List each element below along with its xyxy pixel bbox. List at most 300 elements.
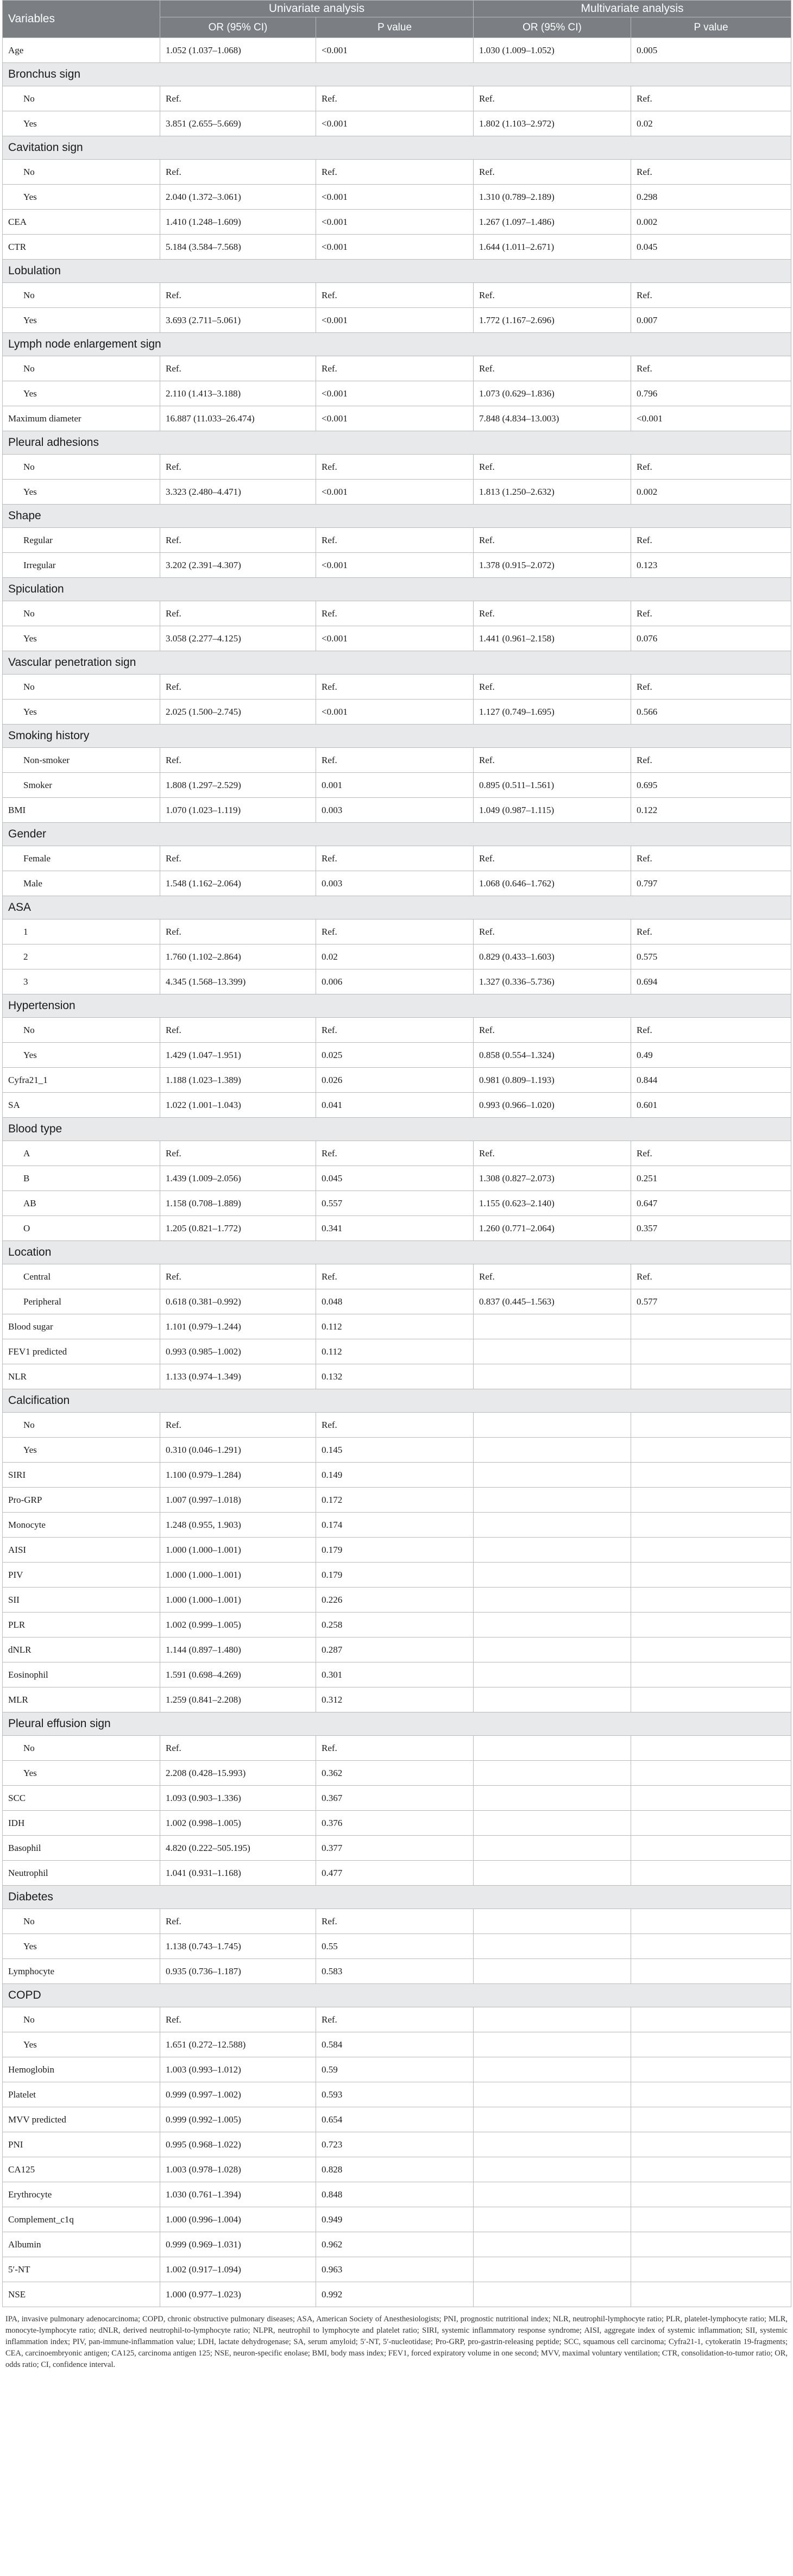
table-row	[3, 2082, 791, 2107]
univariate-or-cell: 1.100 (0.979–1.284)	[160, 1463, 316, 1488]
table-row	[3, 1093, 791, 1118]
univariate-or-cell: Ref.	[160, 2007, 316, 2032]
multivariate-p-cell	[631, 2107, 791, 2132]
multivariate-p-cell: Ref.	[631, 160, 791, 185]
univariate-or-cell: 1.000 (1.000–1.001)	[160, 1563, 316, 1588]
variable-cell: Peripheral	[3, 1289, 160, 1314]
univariate-p-cell: 0.003	[316, 871, 474, 896]
multivariate-or-cell	[474, 1513, 631, 1538]
multivariate-or-cell	[474, 1761, 631, 1786]
univariate-or-cell: 2.110 (1.413–3.188)	[160, 381, 316, 406]
table-row	[3, 700, 791, 725]
univariate-p-cell: 0.149	[316, 1463, 474, 1488]
section-row	[3, 1389, 791, 1413]
univariate-or-cell: 1.248 (0.955, 1.903)	[160, 1513, 316, 1538]
univariate-p-cell: <0.001	[316, 38, 474, 63]
variable-cell: Neutrophil	[3, 1861, 160, 1886]
table-row	[3, 798, 791, 823]
univariate-p-cell: <0.001	[316, 235, 474, 260]
univariate-or-cell: 1.410 (1.248–1.609)	[160, 210, 316, 235]
univariate-or-cell: 1.548 (1.162–2.064)	[160, 871, 316, 896]
section-row	[3, 578, 791, 601]
section-label: Pleural effusion sign	[3, 1712, 791, 1736]
univariate-p-cell: 0.172	[316, 1488, 474, 1513]
multivariate-p-cell: 0.601	[631, 1093, 791, 1118]
table-row	[3, 2157, 791, 2182]
table-row	[3, 969, 791, 994]
section-row	[3, 1118, 791, 1141]
univariate-p-cell: 0.145	[316, 1438, 474, 1463]
multivariate-p-cell: 0.005	[631, 38, 791, 63]
table-row	[3, 1613, 791, 1637]
multivariate-p-cell	[631, 2282, 791, 2307]
univariate-or-cell: 1.808 (1.297–2.529)	[160, 773, 316, 798]
table-row	[3, 38, 791, 63]
univariate-or-cell: 0.310 (0.046–1.291)	[160, 1438, 316, 1463]
univariate-or-cell: 1.000 (0.977–1.023)	[160, 2282, 316, 2307]
univariate-p-cell: 0.362	[316, 1761, 474, 1786]
univariate-p-cell: 0.179	[316, 1563, 474, 1588]
multivariate-or-cell: 1.327 (0.336–5.736)	[474, 969, 631, 994]
multivariate-p-cell: 0.045	[631, 235, 791, 260]
variable-cell: Yes	[3, 700, 160, 725]
univariate-or-cell: 1.007 (0.997–1.018)	[160, 1488, 316, 1513]
variable-cell: SIRI	[3, 1463, 160, 1488]
multivariate-p-cell: 0.002	[631, 210, 791, 235]
variable-cell: Yes	[3, 480, 160, 505]
table-row	[3, 2232, 791, 2257]
univariate-or-cell: 1.030 (0.761–1.394)	[160, 2182, 316, 2207]
multivariate-or-cell	[474, 1438, 631, 1463]
multivariate-or-cell	[474, 1811, 631, 1836]
multivariate-or-cell: Ref.	[474, 455, 631, 480]
variable-cell: Central	[3, 1264, 160, 1289]
multivariate-p-cell: Ref.	[631, 283, 791, 308]
multivariate-or-cell: Ref.	[474, 1141, 631, 1166]
variable-cell: CA125	[3, 2157, 160, 2182]
univariate-or-cell: 1.002 (0.999–1.005)	[160, 1613, 316, 1637]
univariate-or-cell: Ref.	[160, 601, 316, 626]
multivariate-p-cell	[631, 1339, 791, 1364]
multivariate-p-cell: Ref.	[631, 455, 791, 480]
multivariate-p-cell	[631, 1413, 791, 1438]
multivariate-p-cell	[631, 2132, 791, 2157]
univariate-p-cell: 0.02	[316, 944, 474, 969]
univariate-or-cell: 0.995 (0.968–1.022)	[160, 2132, 316, 2157]
multivariate-or-cell	[474, 2082, 631, 2107]
variable-cell: Yes	[3, 308, 160, 333]
table-row	[3, 1786, 791, 1811]
univariate-or-cell: 1.591 (0.698–4.269)	[160, 1662, 316, 1687]
univariate-p-cell: 0.041	[316, 1093, 474, 1118]
multivariate-p-cell	[631, 1861, 791, 1886]
table-row	[3, 1068, 791, 1093]
multivariate-or-cell	[474, 1413, 631, 1438]
univariate-or-cell: 4.820 (0.222–505.195)	[160, 1836, 316, 1861]
univariate-p-cell: Ref.	[316, 1141, 474, 1166]
univariate-or-cell: 1.188 (1.023–1.389)	[160, 1068, 316, 1093]
section-row	[3, 651, 791, 675]
multivariate-p-cell: Ref.	[631, 1264, 791, 1289]
variable-cell: Maximum diameter	[3, 406, 160, 431]
section-label: Location	[3, 1241, 791, 1264]
univariate-p-cell: 0.001	[316, 773, 474, 798]
table-row	[3, 406, 791, 431]
multivariate-or-cell	[474, 1339, 631, 1364]
table-row	[3, 871, 791, 896]
table-row	[3, 675, 791, 700]
multivariate-p-cell	[631, 1934, 791, 1959]
multivariate-or-cell: 1.378 (0.915–2.072)	[474, 553, 631, 578]
univariate-or-cell: 2.040 (1.372–3.061)	[160, 185, 316, 210]
variable-cell: Yes	[3, 185, 160, 210]
section-label: Vascular penetration sign	[3, 651, 791, 675]
univariate-or-cell: 1.000 (1.000–1.001)	[160, 1588, 316, 1613]
univariate-p-cell: Ref.	[316, 1909, 474, 1934]
table-row	[3, 455, 791, 480]
multivariate-p-cell: 0.007	[631, 308, 791, 333]
univariate-p-cell: 0.045	[316, 1166, 474, 1191]
multivariate-p-cell	[631, 1588, 791, 1613]
univariate-or-cell: 1.205 (0.821–1.772)	[160, 1216, 316, 1241]
univariate-p-cell: 0.949	[316, 2207, 474, 2232]
variable-cell: No	[3, 283, 160, 308]
multivariate-or-cell	[474, 2007, 631, 2032]
table-row	[3, 160, 791, 185]
header-multivariate-or: OR (95% CI)	[474, 17, 631, 38]
table-row	[3, 919, 791, 944]
table-row	[3, 846, 791, 871]
univariate-p-cell: 0.112	[316, 1339, 474, 1364]
variable-cell: NLR	[3, 1364, 160, 1389]
table-row	[3, 86, 791, 111]
table-row	[3, 1934, 791, 1959]
univariate-p-cell: 0.828	[316, 2157, 474, 2182]
univariate-p-cell: 0.583	[316, 1959, 474, 1984]
univariate-or-cell: 2.025 (1.500–2.745)	[160, 700, 316, 725]
univariate-p-cell: <0.001	[316, 626, 474, 651]
multivariate-or-cell: Ref.	[474, 160, 631, 185]
multivariate-or-cell	[474, 1364, 631, 1389]
multivariate-p-cell	[631, 1662, 791, 1687]
variable-cell: No	[3, 160, 160, 185]
multivariate-or-cell: 1.644 (1.011–2.671)	[474, 235, 631, 260]
univariate-p-cell: 0.006	[316, 969, 474, 994]
multivariate-p-cell: 0.575	[631, 944, 791, 969]
univariate-or-cell: 1.070 (1.023–1.119)	[160, 798, 316, 823]
multivariate-p-cell	[631, 2007, 791, 2032]
table-row	[3, 2207, 791, 2232]
multivariate-or-cell: 1.802 (1.103–2.972)	[474, 111, 631, 136]
variable-cell: PNI	[3, 2132, 160, 2157]
univariate-p-cell: Ref.	[316, 601, 474, 626]
variable-cell: Male	[3, 871, 160, 896]
variable-cell: Cyfra21_1	[3, 1068, 160, 1093]
multivariate-or-cell: 1.127 (0.749–1.695)	[474, 700, 631, 725]
univariate-p-cell: <0.001	[316, 111, 474, 136]
multivariate-or-cell	[474, 2157, 631, 2182]
univariate-p-cell: 0.341	[316, 1216, 474, 1241]
multivariate-or-cell	[474, 2182, 631, 2207]
multivariate-or-cell: Ref.	[474, 528, 631, 553]
header-row-top	[3, 1, 791, 17]
table-row	[3, 1043, 791, 1068]
table-row	[3, 356, 791, 381]
multivariate-or-cell	[474, 1861, 631, 1886]
multivariate-or-cell: Ref.	[474, 356, 631, 381]
variable-cell: Smoker	[3, 773, 160, 798]
multivariate-p-cell: Ref.	[631, 675, 791, 700]
multivariate-or-cell	[474, 1314, 631, 1339]
multivariate-or-cell: 0.981 (0.809–1.193)	[474, 1068, 631, 1093]
multivariate-or-cell: Ref.	[474, 1264, 631, 1289]
table-row	[3, 1588, 791, 1613]
univariate-p-cell: Ref.	[316, 919, 474, 944]
multivariate-p-cell	[631, 2032, 791, 2057]
univariate-or-cell: Ref.	[160, 1736, 316, 1761]
multivariate-p-cell	[631, 1836, 791, 1861]
table-row	[3, 1289, 791, 1314]
univariate-p-cell: 0.376	[316, 1811, 474, 1836]
univariate-p-cell: 0.179	[316, 1538, 474, 1563]
section-row	[3, 1984, 791, 2007]
table-row	[3, 2132, 791, 2157]
multivariate-p-cell	[631, 2082, 791, 2107]
table-row	[3, 1018, 791, 1043]
variable-cell: SCC	[3, 1786, 160, 1811]
regression-table	[2, 0, 791, 2307]
variable-cell: Age	[3, 38, 160, 63]
section-label: Pleural adhesions	[3, 431, 791, 455]
section-row	[3, 333, 791, 356]
table-row	[3, 1761, 791, 1786]
table-row	[3, 1861, 791, 1886]
variable-cell: No	[3, 675, 160, 700]
variable-cell: SII	[3, 1588, 160, 1613]
univariate-or-cell: Ref.	[160, 748, 316, 773]
section-label: Hypertension	[3, 994, 791, 1018]
table-row	[3, 1662, 791, 1687]
univariate-or-cell: 0.993 (0.985–1.002)	[160, 1339, 316, 1364]
variable-cell: AB	[3, 1191, 160, 1216]
multivariate-p-cell	[631, 2207, 791, 2232]
univariate-p-cell: 0.132	[316, 1364, 474, 1389]
section-label: Spiculation	[3, 578, 791, 601]
multivariate-p-cell: 0.298	[631, 185, 791, 210]
header-univariate-p: P value	[316, 17, 474, 38]
univariate-p-cell: 0.477	[316, 1861, 474, 1886]
univariate-or-cell: 5.184 (3.584–7.568)	[160, 235, 316, 260]
table-row	[3, 111, 791, 136]
multivariate-p-cell: Ref.	[631, 748, 791, 773]
multivariate-p-cell	[631, 1786, 791, 1811]
univariate-p-cell: <0.001	[316, 480, 474, 505]
variable-cell: Non-smoker	[3, 748, 160, 773]
univariate-or-cell: 0.935 (0.736–1.187)	[160, 1959, 316, 1984]
multivariate-or-cell	[474, 2032, 631, 2057]
variable-cell: A	[3, 1141, 160, 1166]
univariate-or-cell: 0.618 (0.381–0.992)	[160, 1289, 316, 1314]
multivariate-p-cell: 0.566	[631, 700, 791, 725]
univariate-p-cell: 0.003	[316, 798, 474, 823]
multivariate-p-cell	[631, 1761, 791, 1786]
univariate-p-cell: Ref.	[316, 455, 474, 480]
multivariate-p-cell	[631, 1736, 791, 1761]
multivariate-or-cell: 1.030 (1.009–1.052)	[474, 38, 631, 63]
multivariate-p-cell	[631, 1314, 791, 1339]
section-row	[3, 136, 791, 160]
univariate-p-cell: 0.048	[316, 1289, 474, 1314]
univariate-p-cell: 0.301	[316, 1662, 474, 1687]
section-row	[3, 1886, 791, 1909]
variable-cell: Complement_c1q	[3, 2207, 160, 2232]
section-row	[3, 1241, 791, 1264]
table-row	[3, 601, 791, 626]
table-row	[3, 2282, 791, 2307]
univariate-p-cell: 0.59	[316, 2057, 474, 2082]
table-row	[3, 1909, 791, 1934]
variable-cell: 3	[3, 969, 160, 994]
multivariate-p-cell	[631, 1513, 791, 1538]
multivariate-or-cell	[474, 1613, 631, 1637]
variable-cell: FEV1 predicted	[3, 1339, 160, 1364]
variable-cell: No	[3, 356, 160, 381]
multivariate-or-cell	[474, 1786, 631, 1811]
multivariate-or-cell: Ref.	[474, 748, 631, 773]
variable-cell: Hemoglobin	[3, 2057, 160, 2082]
header-multivariate: Multivariate analysis	[474, 1, 791, 17]
univariate-or-cell: 0.999 (0.992–1.005)	[160, 2107, 316, 2132]
multivariate-p-cell: Ref.	[631, 356, 791, 381]
univariate-p-cell: Ref.	[316, 1736, 474, 1761]
variable-cell: No	[3, 1018, 160, 1043]
table-row	[3, 773, 791, 798]
table-row	[3, 626, 791, 651]
section-label: Gender	[3, 823, 791, 846]
univariate-p-cell: Ref.	[316, 748, 474, 773]
univariate-p-cell: Ref.	[316, 2007, 474, 2032]
multivariate-or-cell: 1.308 (0.827–2.073)	[474, 1166, 631, 1191]
univariate-or-cell: Ref.	[160, 1018, 316, 1043]
univariate-p-cell: 0.112	[316, 1314, 474, 1339]
multivariate-or-cell: 0.895 (0.511–1.561)	[474, 773, 631, 798]
univariate-p-cell: Ref.	[316, 1413, 474, 1438]
section-label: Shape	[3, 505, 791, 528]
multivariate-or-cell: 0.837 (0.445–1.563)	[474, 1289, 631, 1314]
univariate-p-cell: 0.377	[316, 1836, 474, 1861]
variable-cell: BMI	[3, 798, 160, 823]
multivariate-or-cell: 1.441 (0.961–2.158)	[474, 626, 631, 651]
table-row	[3, 1141, 791, 1166]
multivariate-p-cell: 0.123	[631, 553, 791, 578]
univariate-p-cell: Ref.	[316, 1264, 474, 1289]
univariate-or-cell: 1.002 (0.998–1.005)	[160, 1811, 316, 1836]
univariate-p-cell: <0.001	[316, 700, 474, 725]
multivariate-or-cell	[474, 1909, 631, 1934]
univariate-p-cell: 0.963	[316, 2257, 474, 2282]
univariate-or-cell: Ref.	[160, 86, 316, 111]
univariate-or-cell: Ref.	[160, 919, 316, 944]
multivariate-p-cell: 0.694	[631, 969, 791, 994]
variable-cell: No	[3, 1736, 160, 1761]
table-row	[3, 1264, 791, 1289]
section-row	[3, 896, 791, 919]
table-row	[3, 1811, 791, 1836]
multivariate-or-cell	[474, 1637, 631, 1662]
variable-cell: PLR	[3, 1613, 160, 1637]
univariate-or-cell: 4.345 (1.568–13.399)	[160, 969, 316, 994]
table-row	[3, 1736, 791, 1761]
univariate-p-cell: 0.026	[316, 1068, 474, 1093]
section-row	[3, 994, 791, 1018]
table-row	[3, 1538, 791, 1563]
variable-cell: SA	[3, 1093, 160, 1118]
variable-cell: No	[3, 455, 160, 480]
variable-cell: Yes	[3, 1934, 160, 1959]
univariate-p-cell: 0.367	[316, 1786, 474, 1811]
table-row	[3, 1513, 791, 1538]
multivariate-or-cell	[474, 1463, 631, 1488]
multivariate-or-cell: Ref.	[474, 601, 631, 626]
section-label: Smoking history	[3, 725, 791, 748]
multivariate-or-cell	[474, 1687, 631, 1712]
table-footnote: IPA, invasive pulmonary adenocarcinoma; COPD, chronic obstructive pulmonary diseases; ASA, American Society of Anesthesiologists; PNI, prognostic nutritional index; NLR, neutrophil-lymphocyte ratio; PLR, platelet-lymphocyte ratio; MLR, monocyte-lymphocyte ratio; dNLR, derived neutrophil-to-lymphocyte ratio; NLPR, neutrophil to lymphocyte and platelet ratio; SIRI, systemic inflammatory response syndrome; AISI, aggregate index of systemic inflammation; SII, systemic inflammation index; PIV, pan-immune-inflammation value; LDH, lactate dehydrogenase; SA, serum amyloid; 5′-NT, 5′-nucleotidase; Pro-GRP, pro-gastrin-releasing peptide; SCC, squamous cell carcinoma; Cyfra21-1, cytokeratin 19-fragments; CEA, carcinoembryonic antigen; CA125, carcinoma antigen 125; NSE, neuron-specific enolase; BMI, body mass index; FEV1, forced expiratory volume in one second; MVV, maximal voluntary ventilation; CTR, consolidation-to-tumor ratio; OR, odds ratio; CI, confidence interval.	[5, 2315, 788, 2369]
variable-cell: No	[3, 1909, 160, 1934]
variable-cell: CTR	[3, 235, 160, 260]
multivariate-or-cell: 1.260 (0.771–2.064)	[474, 1216, 631, 1241]
table-row	[3, 2007, 791, 2032]
multivariate-or-cell: 0.858 (0.554–1.324)	[474, 1043, 631, 1068]
univariate-or-cell: Ref.	[160, 846, 316, 871]
section-row	[3, 431, 791, 455]
univariate-or-cell: 1.133 (0.974–1.349)	[160, 1364, 316, 1389]
multivariate-or-cell	[474, 2132, 631, 2157]
table-row	[3, 553, 791, 578]
table-row	[3, 1637, 791, 1662]
multivariate-p-cell	[631, 1959, 791, 1984]
univariate-p-cell: 0.992	[316, 2282, 474, 2307]
univariate-p-cell: Ref.	[316, 86, 474, 111]
univariate-p-cell: 0.287	[316, 1637, 474, 1662]
multivariate-or-cell: 1.073 (0.629–1.836)	[474, 381, 631, 406]
univariate-or-cell: 1.052 (1.037–1.068)	[160, 38, 316, 63]
univariate-p-cell: <0.001	[316, 185, 474, 210]
univariate-or-cell: 2.208 (0.428–15.993)	[160, 1761, 316, 1786]
section-label: Calcification	[3, 1389, 791, 1413]
variable-cell: Yes	[3, 626, 160, 651]
variable-cell: IDH	[3, 1811, 160, 1836]
univariate-or-cell: Ref.	[160, 1413, 316, 1438]
univariate-or-cell: 1.158 (0.708–1.889)	[160, 1191, 316, 1216]
univariate-or-cell: Ref.	[160, 356, 316, 381]
multivariate-p-cell: 0.49	[631, 1043, 791, 1068]
univariate-or-cell: 1.429 (1.047–1.951)	[160, 1043, 316, 1068]
variable-cell: Lymphocyte	[3, 1959, 160, 1984]
multivariate-p-cell: 0.122	[631, 798, 791, 823]
univariate-or-cell: 1.000 (0.996–1.004)	[160, 2207, 316, 2232]
multivariate-or-cell: Ref.	[474, 846, 631, 871]
variable-cell: Eosinophil	[3, 1662, 160, 1687]
multivariate-p-cell: 0.251	[631, 1166, 791, 1191]
multivariate-p-cell	[631, 1909, 791, 1934]
multivariate-p-cell	[631, 2057, 791, 2082]
header-multivariate-p: P value	[631, 17, 791, 38]
univariate-or-cell: Ref.	[160, 1909, 316, 1934]
variable-cell: B	[3, 1166, 160, 1191]
univariate-p-cell: 0.55	[316, 1934, 474, 1959]
multivariate-or-cell: 1.772 (1.167–2.696)	[474, 308, 631, 333]
variable-cell: Yes	[3, 1043, 160, 1068]
